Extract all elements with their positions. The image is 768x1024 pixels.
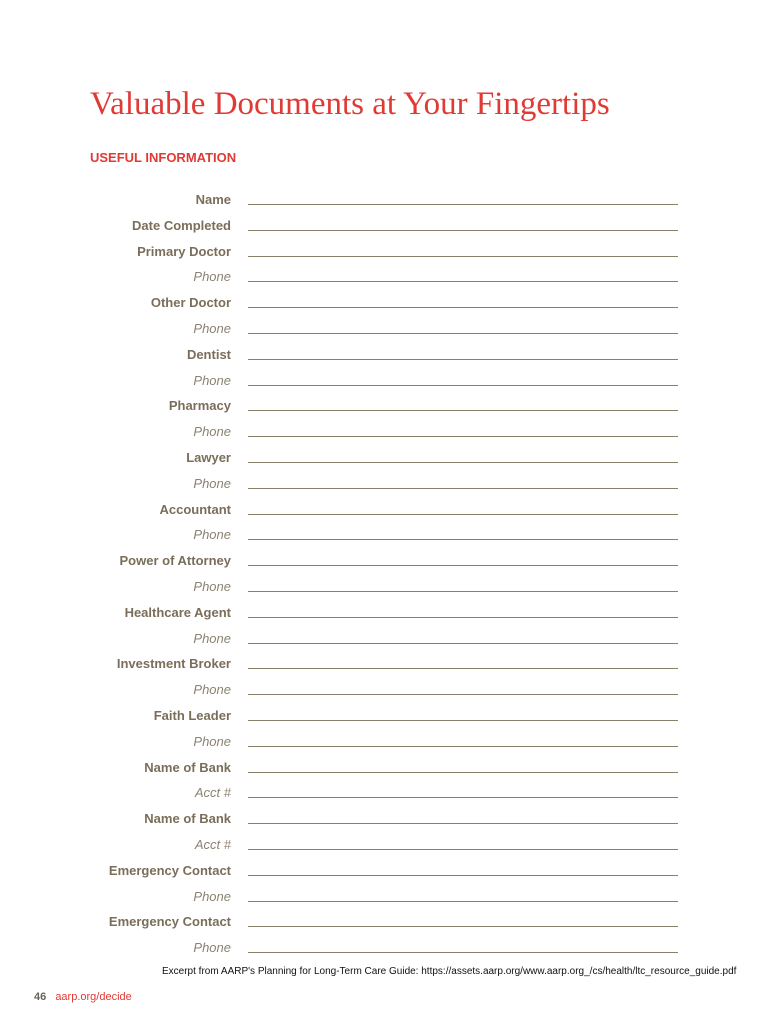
field-line[interactable] bbox=[248, 823, 678, 824]
field-line[interactable] bbox=[248, 256, 678, 257]
field-line[interactable] bbox=[248, 926, 678, 927]
form-row bbox=[0, 730, 768, 756]
form-row bbox=[0, 652, 768, 678]
form-row bbox=[0, 601, 768, 627]
form-row bbox=[0, 678, 768, 704]
form-row bbox=[0, 472, 768, 498]
field-label: Phone bbox=[193, 372, 231, 388]
field-line[interactable] bbox=[248, 797, 678, 798]
field-line[interactable] bbox=[248, 385, 678, 386]
field-line[interactable] bbox=[248, 694, 678, 695]
form-row bbox=[0, 781, 768, 807]
page-number: 46 bbox=[34, 991, 47, 1003]
field-line[interactable] bbox=[248, 436, 678, 437]
field-label: Emergency Contact bbox=[108, 862, 231, 878]
form-row bbox=[0, 369, 768, 395]
field-line[interactable] bbox=[248, 333, 678, 334]
field-label: Name of Bank bbox=[144, 811, 231, 827]
form-row bbox=[0, 859, 768, 885]
form-row bbox=[0, 265, 768, 291]
field-line[interactable] bbox=[248, 359, 678, 360]
field-label: Name of Bank bbox=[144, 759, 231, 775]
footer-url: aarp.org/decide bbox=[55, 991, 132, 1003]
form-row bbox=[0, 910, 768, 936]
form-row bbox=[0, 240, 768, 266]
form-row bbox=[0, 317, 768, 343]
field-line[interactable] bbox=[248, 849, 678, 850]
field-line[interactable] bbox=[248, 307, 678, 308]
field-label: Power of Attorney bbox=[119, 553, 231, 569]
field-label: Emergency Contact bbox=[108, 914, 231, 930]
field-line[interactable] bbox=[248, 514, 678, 515]
field-label: Other Doctor bbox=[150, 295, 231, 311]
field-line[interactable] bbox=[248, 772, 678, 773]
field-label: Name bbox=[195, 192, 231, 207]
field-line[interactable] bbox=[248, 875, 678, 876]
field-label: Primary Doctor bbox=[137, 243, 231, 259]
form-row bbox=[0, 549, 768, 575]
excerpt-note: Excerpt from AARP's Planning for Long-Term Care Guide: https://assets.aarp.org/www.aarp.org_/cs/health/ltc_resource_guide.pdf bbox=[162, 966, 737, 977]
field-label: Faith Leader bbox=[153, 707, 231, 723]
field-line[interactable] bbox=[248, 204, 678, 205]
field-line[interactable] bbox=[248, 591, 678, 592]
form-row bbox=[0, 575, 768, 601]
field-line[interactable] bbox=[248, 746, 678, 747]
field-label: Phone bbox=[193, 578, 231, 594]
field-label: Pharmacy bbox=[168, 398, 231, 414]
field-label: Phone bbox=[193, 475, 231, 491]
field-line[interactable] bbox=[248, 617, 678, 618]
form-row bbox=[0, 756, 768, 782]
page-footer bbox=[34, 991, 132, 1003]
page-title: Valuable Documents at Your Fingertips bbox=[90, 86, 610, 122]
field-label: Healthcare Agent bbox=[124, 604, 231, 620]
field-line[interactable] bbox=[248, 462, 678, 463]
field-label: Phone bbox=[193, 630, 231, 646]
form-row bbox=[0, 704, 768, 730]
field-label: Date Completed bbox=[132, 217, 231, 233]
field-line[interactable] bbox=[248, 668, 678, 669]
form-row bbox=[0, 936, 768, 962]
form-row bbox=[0, 627, 768, 653]
field-line[interactable] bbox=[248, 230, 678, 231]
form-row bbox=[0, 498, 768, 524]
field-line[interactable] bbox=[248, 565, 678, 566]
form-row bbox=[0, 523, 768, 549]
field-line[interactable] bbox=[248, 410, 678, 411]
field-label: Phone bbox=[193, 888, 231, 904]
form-row bbox=[0, 343, 768, 369]
field-line[interactable] bbox=[248, 539, 678, 540]
field-label: Phone bbox=[193, 733, 231, 749]
section-heading: USEFUL INFORMATION bbox=[90, 150, 237, 165]
form-fields bbox=[0, 188, 768, 962]
form-row bbox=[0, 188, 768, 214]
field-label: Phone bbox=[193, 424, 231, 440]
field-label: Acct # bbox=[194, 785, 231, 801]
form-row bbox=[0, 833, 768, 859]
form-row bbox=[0, 420, 768, 446]
field-label: Phone bbox=[193, 527, 231, 543]
field-line[interactable] bbox=[248, 488, 678, 489]
form-row bbox=[0, 807, 768, 833]
field-label: Phone bbox=[193, 269, 231, 285]
field-label: Accountant bbox=[159, 501, 231, 517]
field-label: Dentist bbox=[186, 346, 231, 362]
field-line[interactable] bbox=[248, 720, 678, 721]
form-row bbox=[0, 885, 768, 911]
field-label: Phone bbox=[193, 682, 231, 698]
form-row bbox=[0, 214, 768, 240]
field-line[interactable] bbox=[248, 952, 678, 953]
field-label: Acct # bbox=[194, 836, 231, 852]
field-label: Phone bbox=[193, 940, 231, 956]
field-line[interactable] bbox=[248, 643, 678, 644]
field-line[interactable] bbox=[248, 901, 678, 902]
form-row bbox=[0, 394, 768, 420]
field-label: Investment Broker bbox=[116, 656, 231, 672]
field-line[interactable] bbox=[248, 281, 678, 282]
form-row bbox=[0, 291, 768, 317]
field-label: Lawyer bbox=[186, 449, 231, 465]
field-label: Phone bbox=[193, 320, 231, 336]
form-row bbox=[0, 446, 768, 472]
